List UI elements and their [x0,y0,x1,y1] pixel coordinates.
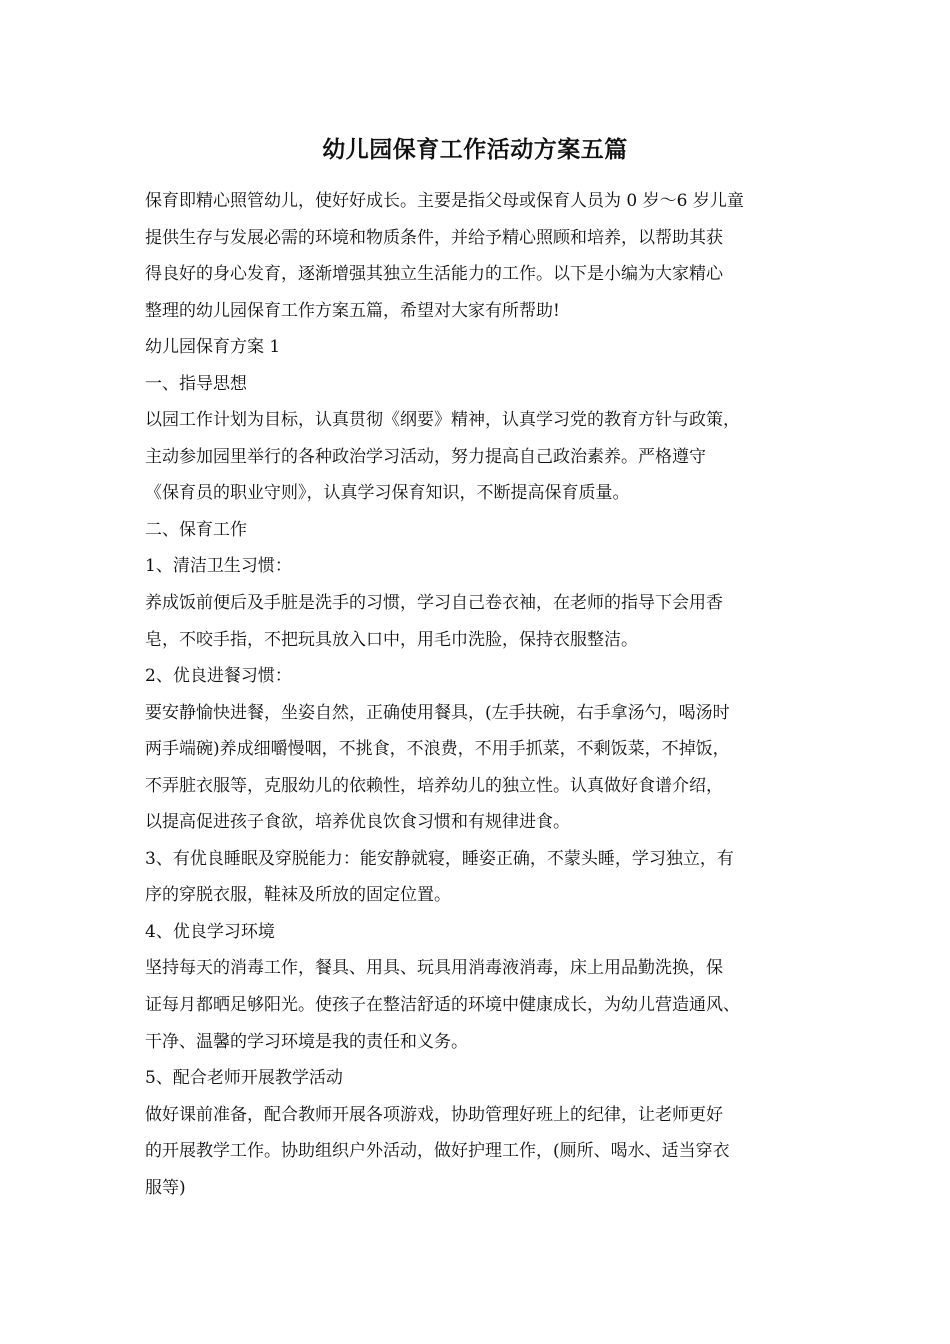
section-heading: 幼儿园保育方案 1 [145,337,281,358]
text-line: 服等) [145,1177,186,1198]
text-line: 保育即精心照管幼儿，使好好成长。主要是指父母或保育人员为 0 岁～6 岁儿童 [145,191,744,211]
text-line: 序的穿脱衣服，鞋袜及所放的固定位置。 [145,885,451,906]
text-line: 3、有优良睡眠及穿脱能力：能安静就寝，睡姿正确，不蒙头睡，学习独立，有 [145,848,734,869]
subsection-heading: 4、优良学习环境 [145,921,275,942]
text-line: 主动参加园里举行的各种政治学习活动，努力提高自己政治素养。严格遵守 [145,446,706,467]
text-line: 的开展教学工作。协助组织户外活动，做好护理工作，(厕所、喝水、适当穿衣 [145,1141,730,1162]
document-body [145,183,825,1206]
text-line: 证每月都晒足够阳光。使孩子在整洁舒适的环境中健康成长，为幼儿营造通风、 [145,995,740,1016]
subsection-heading: 1、清洁卫生习惯： [145,556,292,577]
document-title: 幼儿园保育工作活动方案五篇 [322,136,628,163]
text-line: 以提高促进孩子食欲，培养优良饮食习惯和有规律进食。 [145,812,570,833]
text-line: 干净、温馨的学习环境是我的责任和义务。 [145,1031,468,1052]
section-heading: 二、保育工作 [145,519,247,540]
text-line: 两手端碗)养成细嚼慢咽，不挑食，不浪费，不用手抓菜，不剩饭菜，不掉饭， [145,739,730,760]
text-line: 皂，不咬手指，不把玩具放入口中，用毛巾洗脸，保持衣服整洁。 [145,629,638,650]
text-line: 要安静愉快进餐，坐姿自然，正确使用餐具，(左手扶碗，右手拿汤勺，喝汤时 [145,702,730,723]
text-line: 提供生存与发展必需的环境和物质条件，并给予精心照顾和培养，以帮助其获 [145,227,723,248]
text-line: 《保育员的职业守则》，认真学习保育知识，不断提高保育质量。 [145,483,630,504]
subsection-heading: 2、优良进餐习惯： [145,666,292,687]
text-line: 得良好的身心发育，逐渐增强其独立生活能力的工作。以下是小编为大家精心 [145,264,723,285]
text-line: 不弄脏衣服等，克服幼儿的依赖性，培养幼儿的独立性。认真做好食谱介绍， [145,775,723,796]
text-line: 养成饭前便后及手脏是洗手的习惯，学习自己卷衣袖，在老师的指导下会用香 [145,593,723,614]
text-line: 坚持每天的消毒工作，餐具、用具、玩具用消毒液消毒，床上用品勤洗换，保 [145,958,723,979]
text-line: 整理的幼儿园保育工作方案五篇，希望对大家有所帮助! [145,300,560,321]
section-heading: 一、指导思想 [145,373,247,394]
subsection-heading: 5、配合老师开展教学活动 [145,1068,343,1089]
text-line: 做好课前准备，配合教师开展各项游戏，协助管理好班上的纪律，让老师更好 [145,1104,723,1125]
text-line: 以园工作计划为目标，认真贯彻《纲要》精神，认真学习党的教育方针与政策， [145,410,740,431]
